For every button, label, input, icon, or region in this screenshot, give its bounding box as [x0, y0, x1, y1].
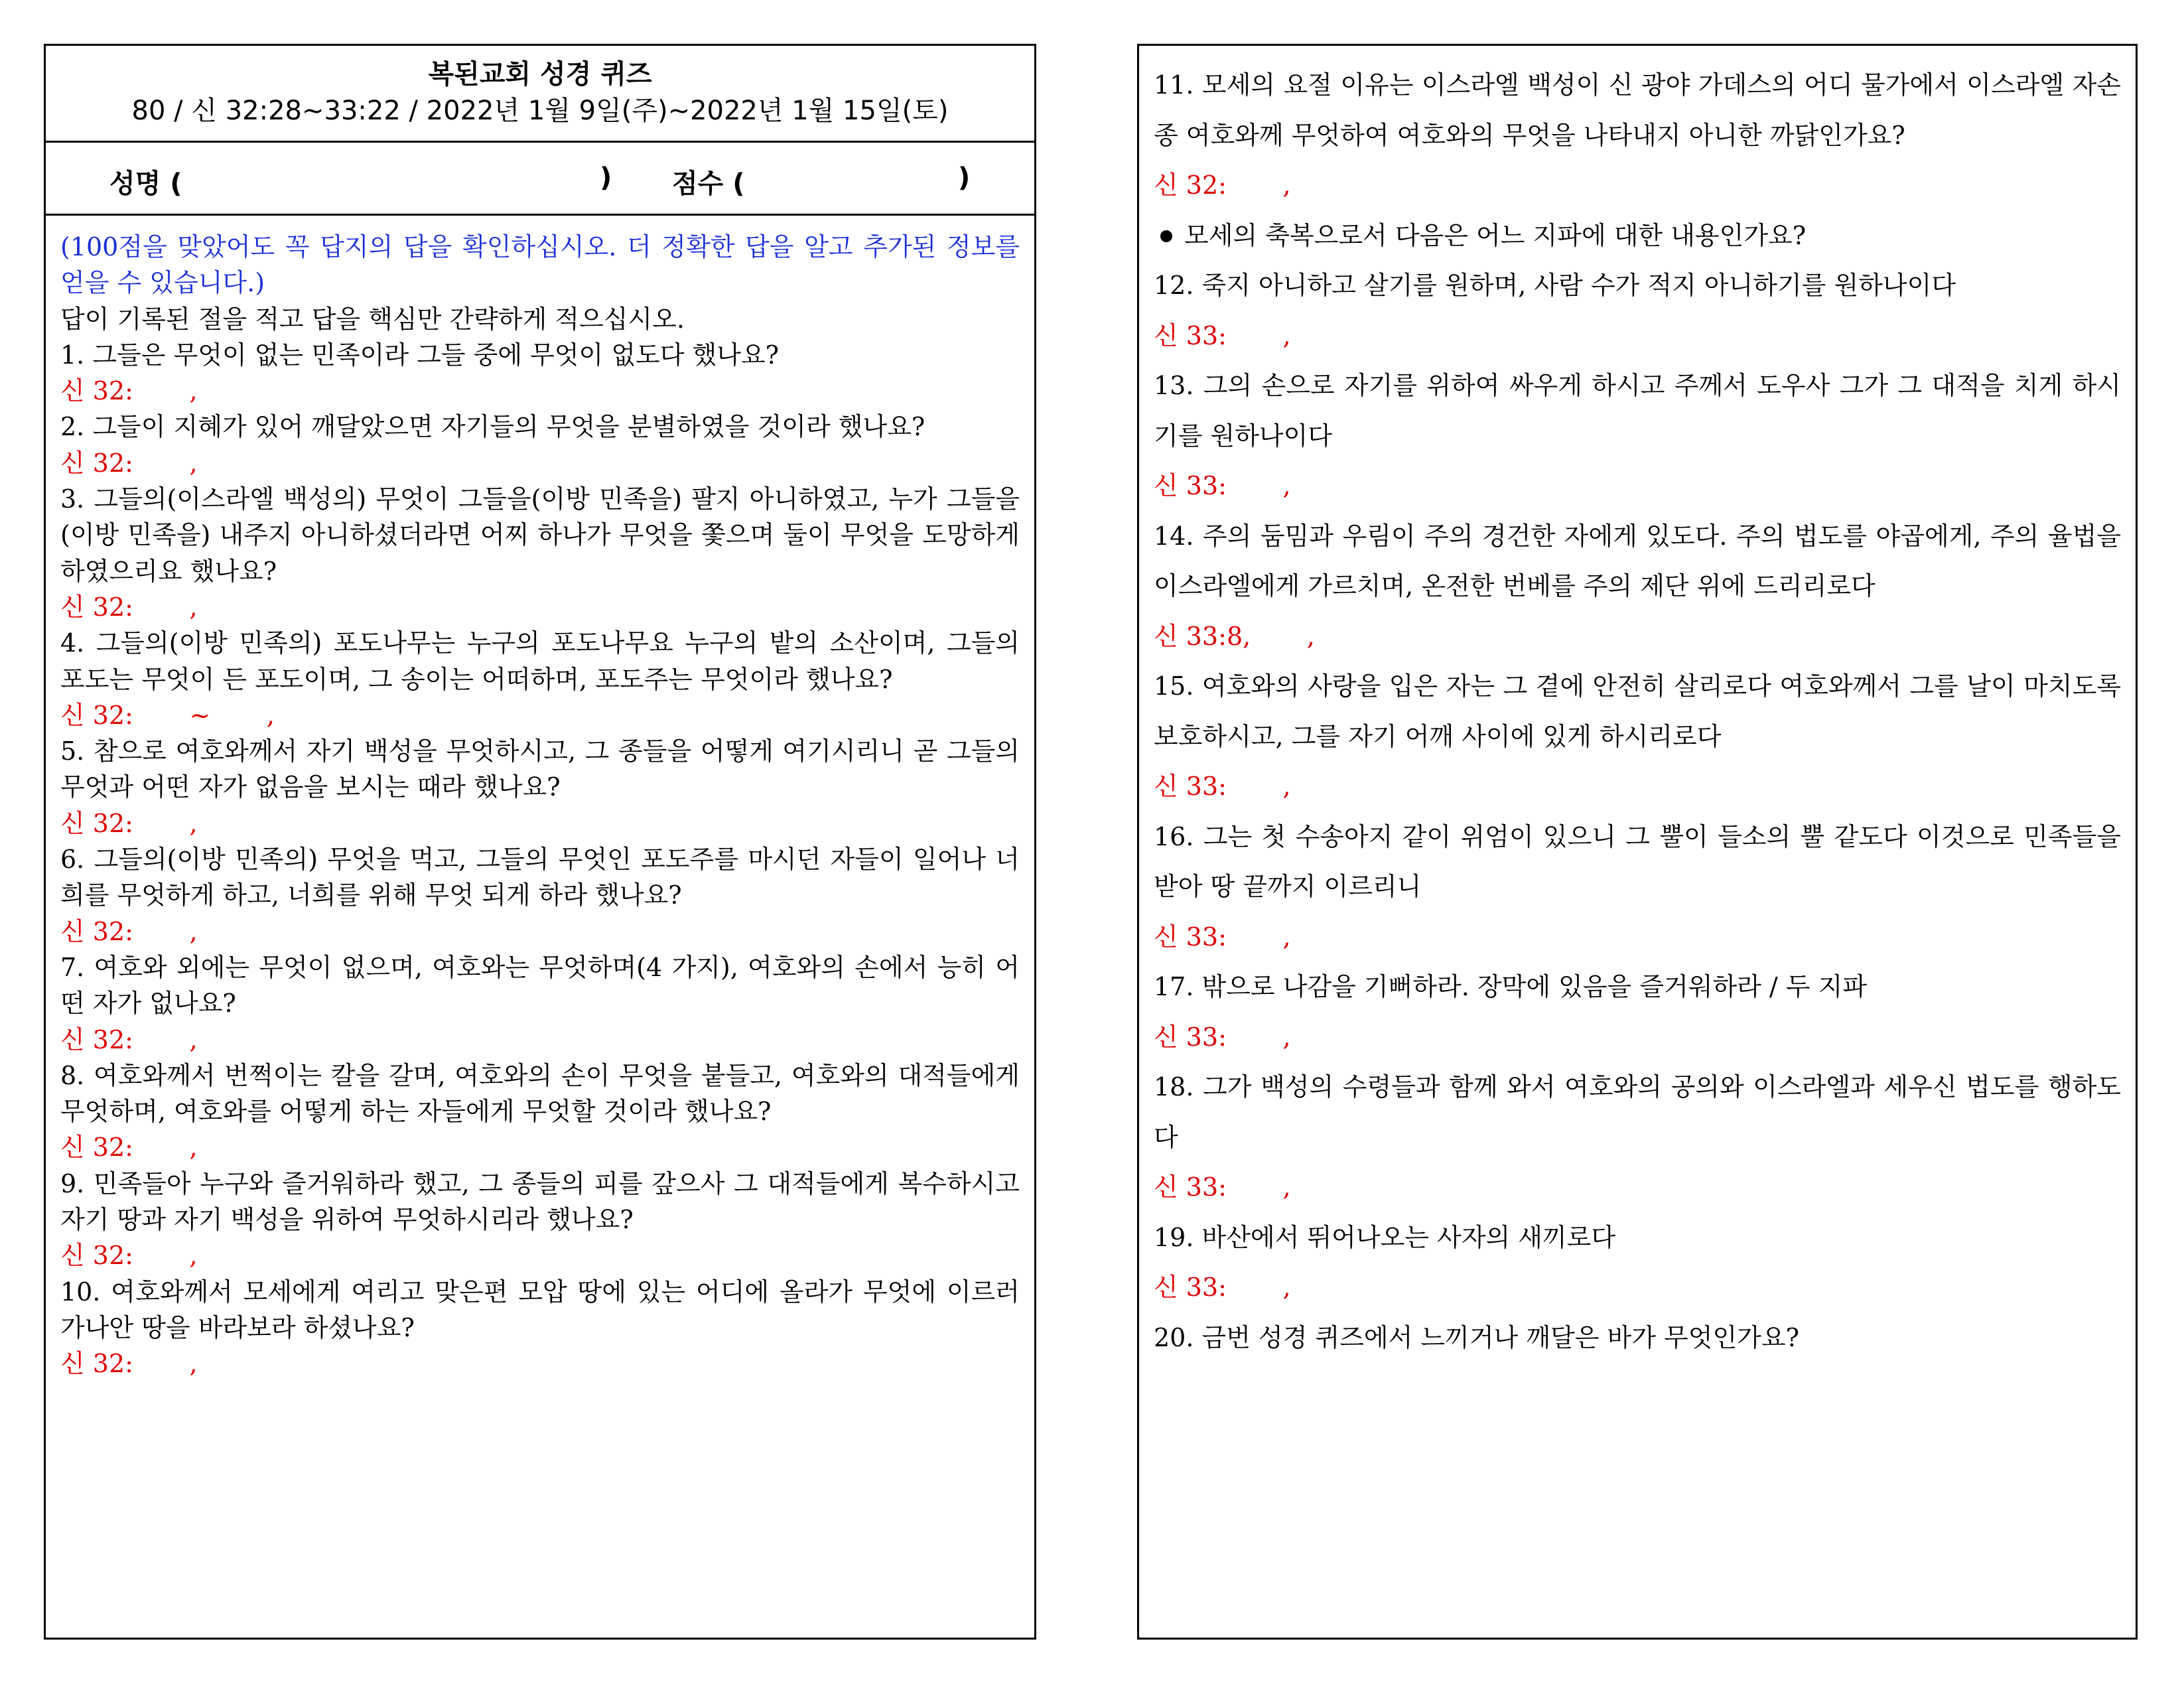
question-text: 15. 여호와의 사랑을 입은 자는 그 곁에 안전히 살리로다 여호와께서 그를 날이 마치도록 보호하시고, 그를 자기 어깨 사이에 있게 하시리로다 — [1154, 671, 2121, 751]
quiz-header — [46, 46, 1034, 143]
question-text: 7. 여호와 외에는 무엇이 없으며, 여호와는 무엇하며(4 가지), 여호와의 손에서 능히 어떤 자가 없나요? — [60, 952, 1020, 1019]
question-text: 13. 그의 손으로 자기를 위하여 싸우게 하시고 주께서 도우사 그가 그 대적을 치게 하시기를 원하나이다 — [1154, 371, 2122, 451]
quiz-subtitle: 80 / 신 32:28~33:22 / 2022년 1월 9일(주)~2022년 1월 15일(토) — [131, 96, 949, 126]
name-field-close: ) — [600, 163, 612, 193]
left-question-list — [46, 216, 1034, 1382]
answer-reference[interactable]: 신 32: ~ , — [60, 700, 275, 730]
quiz-right-panel — [1137, 44, 2138, 1640]
question-text: 9. 민족들아 누구와 즐거워하라 했고, 그 종들의 피를 갚으사 그 대적들에게 복수하시고 자기 땅과 자기 백성을 위하여 무엇하시리라 했나요? — [60, 1168, 1020, 1235]
answer-reference[interactable]: 신 32: , — [60, 916, 198, 946]
question-text: 5. 참으로 여호와께서 자기 백성을 무엇하시고, 그 종들을 어떻게 여기시리니 곧 그들의 무엇과 어떤 자가 없음을 보시는 때라 했나요? — [60, 737, 1020, 802]
question-text: 17. 밖으로 나감을 기뻐하라. 장막에 있음을 즐거워하라 / 두 지파 — [1154, 972, 1868, 1001]
answer-reference[interactable]: 신 33: , — [1154, 772, 1291, 801]
answer-reference[interactable]: 신 32: , — [60, 448, 198, 478]
answer-reference[interactable]: 신 32: , — [60, 1133, 198, 1163]
answer-reference[interactable]: 신 33: , — [1154, 471, 1291, 500]
question-text: 12. 죽지 아니하고 살기를 원하며, 사람 수가 적지 아니하기를 원하나이다 — [1154, 271, 1956, 300]
quiz-title: 복된교회 성경 퀴즈 — [428, 59, 652, 90]
section-note: 모세의 축복으로서 다음은 어느 지파에 대한 내용인가요? — [1184, 220, 1807, 250]
question-text: 8. 여호와께서 번쩍이는 칼을 갈며, 여호와의 손이 무엇을 붙들고, 여호와의 대적들에게 무엇하며, 여호와를 어떻게 하는 자들에게 무엇할 것이라 했나요? — [60, 1060, 1020, 1127]
answer-reference[interactable]: 신 33: , — [1154, 1273, 1291, 1302]
answer-reference[interactable]: 신 32: , — [60, 1241, 198, 1271]
answer-reference[interactable]: 신 33: , — [1154, 1172, 1291, 1202]
question-text: 10. 여호와께서 모세에게 여리고 맞은편 모압 땅에 있는 어디에 올라가 무엇에 이르러 가나안 땅을 바라보라 하셨나요? — [60, 1277, 1020, 1342]
question-text: 6. 그들의(이방 민족의) 무엇을 먹고, 그들의 무엇인 포도주를 마시던 자들이 일어나 너희를 무엇하게 하고, 너희를 위해 무엇 되게 하라 했나요? — [60, 845, 1020, 910]
answer-reference[interactable]: 신 32: , — [60, 1349, 198, 1379]
question-text: 3. 그들의(이스라엘 백성의) 무엇이 그들을(이방 민족을) 팔지 아니하였고, 누가 그들을(이방 민족을) 내주지 아니하셨더라면 어찌 하나가 무엇을 쫓으며 둘이 무엇을 도망하게 하였으리요 했나요? — [60, 484, 1020, 586]
question-text: 20. 금번 성경 퀴즈에서 느끼거나 깨달은 바가 무엇인가요? — [1154, 1322, 1799, 1352]
name-score-row — [46, 143, 1034, 216]
quiz-left-panel — [44, 44, 1036, 1640]
answer-reference[interactable]: 신 32: , — [60, 1024, 198, 1054]
answer-reference[interactable]: 신 32: , — [60, 808, 198, 838]
question-text: 1. 그들은 무엇이 없는 민족이라 그들 중에 무엇이 없도다 했나요? — [60, 340, 780, 370]
score-field-label[interactable]: 점수 ( — [672, 169, 745, 199]
question-text: 16. 그는 첫 수송아지 같이 위엄이 있으니 그 뿔이 들소의 뿔 같도다 이것으로 민족들을 받아 땅 끝까지 이르리니 — [1154, 821, 2121, 901]
question-text: 19. 바산에서 뛰어나오는 사자의 새끼로다 — [1154, 1222, 1616, 1252]
answer-reference[interactable]: 신 32: , — [1154, 171, 1291, 200]
answer-reference[interactable]: 신 33: , — [1154, 1022, 1291, 1052]
name-field-label[interactable]: 성명 ( — [109, 169, 182, 199]
score-field-close: ) — [958, 163, 971, 193]
question-text: 14. 주의 둠밈과 우림이 주의 경건한 자에게 있도다. 주의 법도를 야곱에게, 주의 율법을 이스라엘에게 가르치며, 온전한 번베를 주의 제단 위에 드리리로다 — [1154, 521, 2121, 600]
answer-reference[interactable]: 신 32: , — [60, 376, 198, 406]
bullet-icon — [1160, 230, 1172, 242]
right-question-list — [1139, 46, 2136, 1363]
question-text: 4. 그들의(이방 민족의) 포도나무는 누구의 포도나무요 누구의 밭의 소산이며, 그들의 포도는 무엇이 든 포도이며, 그 송이는 어떠하며, 포도주는 무엇이라 했나요? — [60, 628, 1020, 694]
question-text: 11. 모세의 요절 이유는 이스라엘 백성이 신 광야 가데스의 어디 물가에서 이스라엘 자손 종 여호와께 무엇하여 여호와의 무엇을 나타내지 아니한 까닭인가요? — [1154, 70, 2121, 150]
instruction-text: 답이 기록된 절을 적고 답을 핵심만 간략하게 적으십시오. — [60, 304, 685, 334]
notice-text: (100점을 맞았어도 꼭 답지의 답을 확인하십시오. 더 정확한 답을 알고 추가된 정보를 얻을 수 있습니다.) — [60, 232, 1020, 298]
question-text — [1154, 211, 2121, 261]
answer-reference[interactable]: 신 33: , — [1154, 922, 1291, 952]
answer-reference[interactable]: 신 32: , — [60, 592, 198, 622]
answer-reference[interactable]: 신 33:8, , — [1154, 621, 1315, 651]
question-text: 18. 그가 백성의 수령들과 함께 와서 여호와의 공의와 이스라엘과 세우신 법도를 행하도다 — [1154, 1072, 2121, 1152]
question-text: 2. 그들이 지혜가 있어 깨달았으면 자기들의 무엇을 분별하였을 것이라 했나요? — [60, 412, 925, 442]
answer-reference[interactable]: 신 33: , — [1154, 320, 1291, 350]
